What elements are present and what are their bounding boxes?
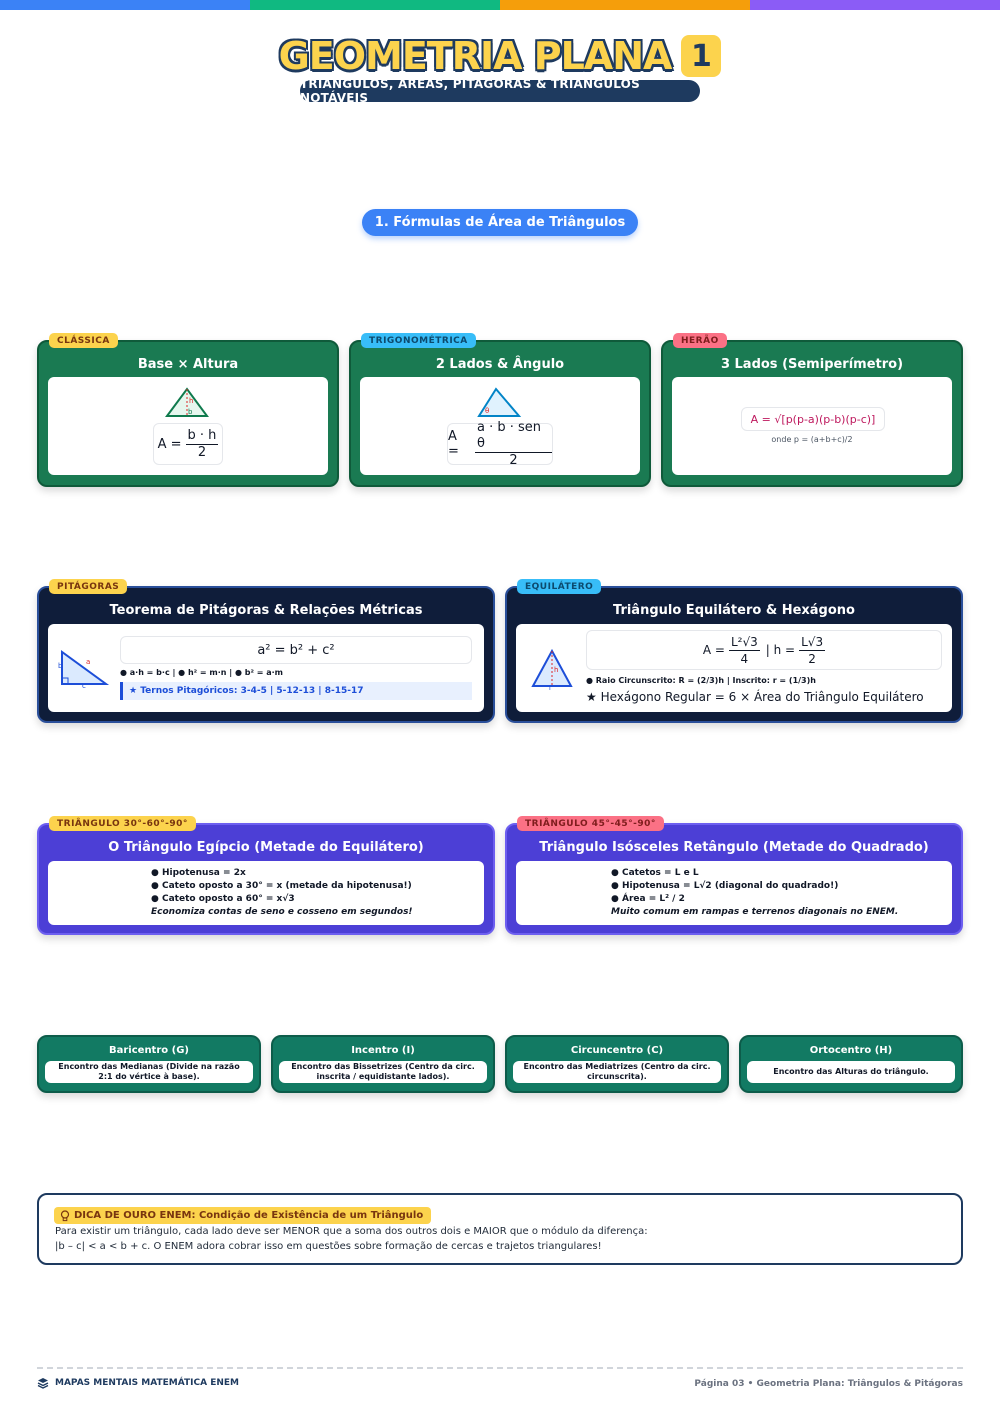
card-title: 2 Lados & Ângulo [435,357,565,372]
bullet-item: ● Cateto oposto a 60° = x√3 [151,894,295,904]
formula-box [153,423,223,465]
footer-divider [37,1367,963,1369]
card-note: Economiza contas de seno e cosseno em segundos! [151,907,413,917]
formula-fraction [186,428,219,461]
card-title: Triângulo Isósceles Retângulo (Metade do Quadrado) [539,840,929,855]
title-number-badge: 1 [681,35,721,77]
pythagorean-triples: ★ Ternos Pitagóricos: 3-4-5 | 5-12-13 | 8-15-17 [120,682,472,700]
right-triangle-diagram-icon [58,648,110,688]
footer-page-info: Página 03 • Geometria Plana: Triângulos & Pitágoras [694,1379,963,1389]
center-title: Incentro (I) [351,1045,415,1056]
bullet-list [611,867,898,919]
metric-relations: ● a·h = b·c | ● h² = m·n | ● b² = a·m [120,668,284,677]
height-numerator: L√3 [801,634,824,649]
card-tag: HERÃO [673,333,727,348]
section-title-pill: 1. Fórmulas de Área de Triângulos [362,209,638,236]
card-base-altura [37,335,339,487]
center-title: Circuncentro (C) [570,1045,664,1056]
equilateral-formula-box [586,630,942,670]
page-subtitle: TRIÂNGULOS, ÁREAS, PITÁGORAS & TRIÂNGULOS NOTÁVEIS [300,80,700,102]
formula-prefix: A = [448,429,459,459]
area-denominator: 4 [740,651,749,666]
fraction-denominator: 2 [197,444,207,460]
card-ortocentro [739,1035,963,1093]
card-body [48,861,484,925]
card-equilatero [505,581,963,723]
area-numerator: L²√3 [730,634,758,649]
height-denominator: 2 [808,651,816,666]
card-baricentro [37,1035,261,1093]
card-tag: CLÁSSICA [49,333,118,348]
card-tag: PITÁGORAS [49,579,127,594]
diagram-label-a: a [86,658,91,666]
card-tag: TRIÂNGULO 30°-60°-90° [49,816,196,831]
bullet-item: ● Catetos = L e L [611,868,699,878]
title-text: GEOMETRIA PLANA [278,34,672,78]
tip-title: DICA DE OURO ENEM: Condição de Existência de um Triângulo [74,1210,424,1221]
diagram-label-b: b [58,662,63,670]
layers-icon [37,1377,49,1389]
equilateral-triangle-diagram-icon [530,648,574,690]
color-bar-green [250,0,500,10]
lightbulb-icon [60,1210,70,1222]
page-title [0,34,1000,78]
footer-left-text: MAPAS MENTAIS MATEMÁTICA ENEM [55,1378,239,1388]
diagram-label-h: h [189,397,194,405]
center-description: Encontro das Bissetrizes (Centro da circ. inscrita / equidistante lados). [279,1061,487,1083]
area-prefix: A = [702,643,725,657]
fraction-numerator: a · b · sen θ [475,420,552,453]
pythagoras-main-formula: a² = b² + c² [120,636,472,664]
card-triangulo-45-45-90 [505,818,963,935]
radius-relations: ● Raio Circunscrito: R = (2/3)h | Inscrito: r = (1/3)h [586,676,816,685]
height-prefix: | h = [765,643,796,657]
top-color-bar [0,0,1000,10]
tip-box [37,1193,963,1265]
bullet-item: ● Cateto oposto a 30° = x (metade da hipotenusa!) [151,881,412,891]
card-tag: EQUILÁTERO [517,579,601,594]
footer-brand [37,1377,239,1389]
bullet-list [151,867,413,919]
color-bar-blue [0,0,250,10]
formula-fraction [475,420,552,469]
card-title: Teorema de Pitágoras & Relações Métricas [109,603,423,618]
card-body [672,377,952,475]
triangle-diagram-icon [164,385,210,419]
card-dois-lados-angulo [349,335,651,487]
color-bar-orange [500,0,750,10]
bullet-item: ● Hipotenusa = 2x [151,868,246,878]
card-body [48,377,328,475]
card-heron [661,335,963,487]
diagram-label-h: h [554,666,559,674]
triangle-angle-diagram-icon [476,385,522,419]
heron-formula-box: A = √[p(p-a)(p-b)(p-c)] [741,407,885,431]
formula-prefix: A = [157,436,182,452]
card-title: O Triângulo Egípcio (Metade do Equilátero) [108,840,424,855]
center-title: Ortocentro (H) [809,1045,893,1056]
card-note: Muito comum em rampas e terrenos diagonais no ENEM. [611,907,899,917]
tip-header [54,1207,431,1224]
card-incentro [271,1035,495,1093]
formula-box [447,419,553,468]
card-triangulo-30-60-90 [37,818,495,935]
diagram-label-c: c [82,682,86,688]
card-circuncentro [505,1035,729,1093]
card-pitagoras [37,581,495,723]
card-title: Triângulo Equilátero & Hexágono [613,603,855,618]
color-bar-purple [750,0,1000,10]
card-tag: TRIÂNGULO 45°-45°-90° [517,816,664,831]
center-description: Encontro das Mediatrizes (Centro da circ. circunscrita). [513,1061,721,1083]
card-tag: TRIGONOMÉTRICA [361,333,476,348]
card-body [516,624,952,712]
card-title: 3 Lados (Semiperímetro) [720,357,904,372]
bullet-item: ● Hipotenusa = L√2 (diagonal do quadrado!) [611,881,839,891]
card-body [360,377,640,475]
diagram-label-l: L [549,686,553,690]
card-title: Base × Altura [137,357,239,372]
fraction-numerator: b · h [187,427,217,443]
heron-note: onde p = (a+b+c)/2 [771,435,853,444]
diagram-label-theta: θ [485,407,490,415]
tip-line-1: Para existir um triângulo, cada lado deve ser MENOR que a soma dos outros dois e MAIOR que o módulo da diferença: [55,1226,648,1237]
area-fraction [729,634,760,667]
hexagon-note: ★ Hexágono Regular = 6 × Área do Triângulo Equilátero [586,690,924,704]
bullet-item: ● Área = L² / 2 [611,894,685,904]
diagram-label-b: b [188,408,193,416]
card-body [48,624,484,712]
card-body [516,861,952,925]
fraction-denominator: 2 [509,452,518,468]
center-description: Encontro das Alturas do triângulo. [747,1061,955,1083]
center-description: Encontro das Medianas (Divide na razão 2:1 do vértice à base). [45,1061,253,1083]
tip-line-2: |b – c| < a < b + c. O ENEM adora cobrar isso em questões sobre formação de cercas e trajetos triangulares! [55,1241,602,1252]
height-fraction [799,634,825,667]
center-title: Baricentro (G) [109,1045,189,1056]
